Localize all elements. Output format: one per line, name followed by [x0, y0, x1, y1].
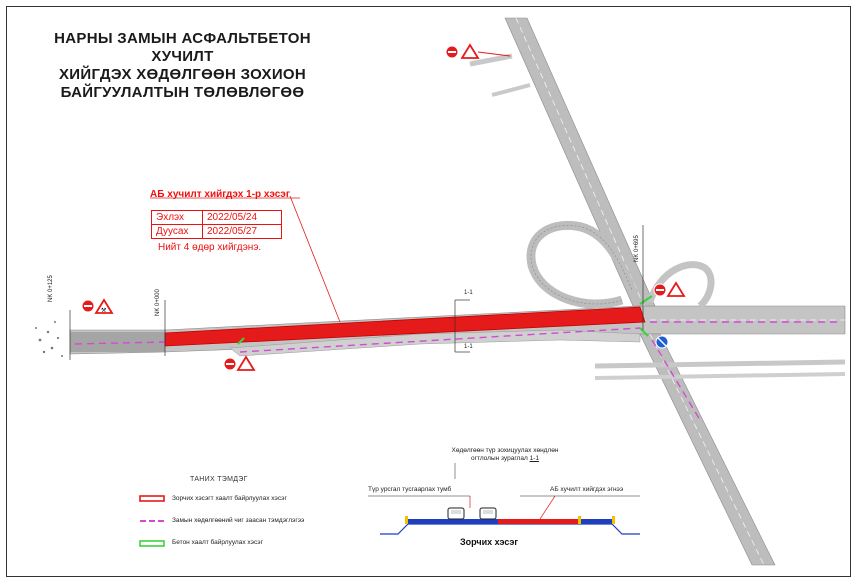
schedule-row-start: [152, 211, 282, 225]
cross-section-lane-paving: [498, 519, 578, 524]
cross-section-title-line-1: Хөдөлгөөн түр зохицуулах хөндлөн: [451, 447, 559, 454]
sign-group-south: [224, 357, 254, 370]
legend-swatch-barrier: [140, 541, 164, 546]
legend-label-closure: Зорчих хэсэгт хаалт байрлуулах хэсэг: [172, 495, 287, 502]
closure-leader: [290, 196, 340, 322]
section-cut-label-bottom: 1-1: [464, 344, 473, 350]
roadwork-sign-icon: [462, 45, 478, 58]
cross-section-ref: 1-1: [529, 455, 539, 462]
page-title: [30, 30, 335, 102]
vehicle-icon: [480, 508, 496, 519]
title-line-2: ХИЙГДЭХ ХӨДӨЛГӨӨН ЗОХИОН: [58, 66, 307, 83]
roadwork-sign-icon: [238, 357, 254, 370]
start-label: Эхлэх: [152, 211, 203, 225]
chainage-label-0125: NK 0+125: [48, 275, 54, 302]
schedule-row-end: [152, 225, 282, 239]
chainage-label-0000: NK 0+000: [155, 289, 161, 316]
cross-section-label-left: Түр урсгал тусгаарлах тумб: [368, 486, 452, 493]
legend-label-direction: Замын хөдөлгөөний чиг заасан тэмдэглэгээ: [172, 517, 305, 524]
section-heading: АБ хучилт хийгдэх 1-р хэсэг: [150, 189, 290, 200]
total-duration: Нийт 4 өдөр хийгдэнэ.: [158, 242, 262, 253]
legend-label-barrier: Бетон хаалт байрлуулах хэсэг: [172, 539, 263, 546]
south-road: [640, 334, 775, 565]
end-date: 2022/05/27: [203, 225, 282, 239]
road-end-marks: [35, 321, 63, 357]
chainage-label-0695: NK 0+695: [634, 235, 640, 262]
cross-section-title-line-2: огтлолын зураглал 1-1: [471, 455, 539, 462]
start-date: 2022/05/24: [203, 211, 282, 225]
cross-section-label-right: АБ хучилт хийгдэх эгнээ: [550, 486, 624, 493]
cross-section-lane-traffic: [408, 519, 498, 524]
frontage-road-1: [595, 362, 845, 366]
title-line-1: НАРНЫ ЗАМЫН АСФАЛЬТБЕТОН ХУЧИЛТ: [54, 30, 311, 65]
section-cut-label-top: 1-1: [464, 290, 473, 296]
frontage-road-2: [595, 374, 845, 378]
end-label: Дуусах: [152, 225, 203, 239]
svg-text:⚒: ⚒: [101, 307, 107, 314]
title-line-3: БАЙГУУЛАЛТЫН ТӨЛӨВЛӨГӨӨ: [60, 84, 305, 101]
north-access-2: [492, 85, 530, 95]
vehicle-icon: [448, 508, 464, 519]
schedule-table: [151, 210, 282, 239]
cross-section-caption: Зорчих хэсэг: [460, 537, 519, 547]
legend-swatches: [140, 496, 164, 546]
cross-section-title: [425, 447, 585, 463]
legend-title: ТАНИХ ТЭМДЭГ: [190, 476, 248, 483]
roadwork-sign-icon: [668, 283, 684, 296]
sign-group-west: [82, 300, 112, 314]
legend-swatch-closure: [140, 496, 164, 501]
cross-section-drawing: [368, 463, 640, 534]
